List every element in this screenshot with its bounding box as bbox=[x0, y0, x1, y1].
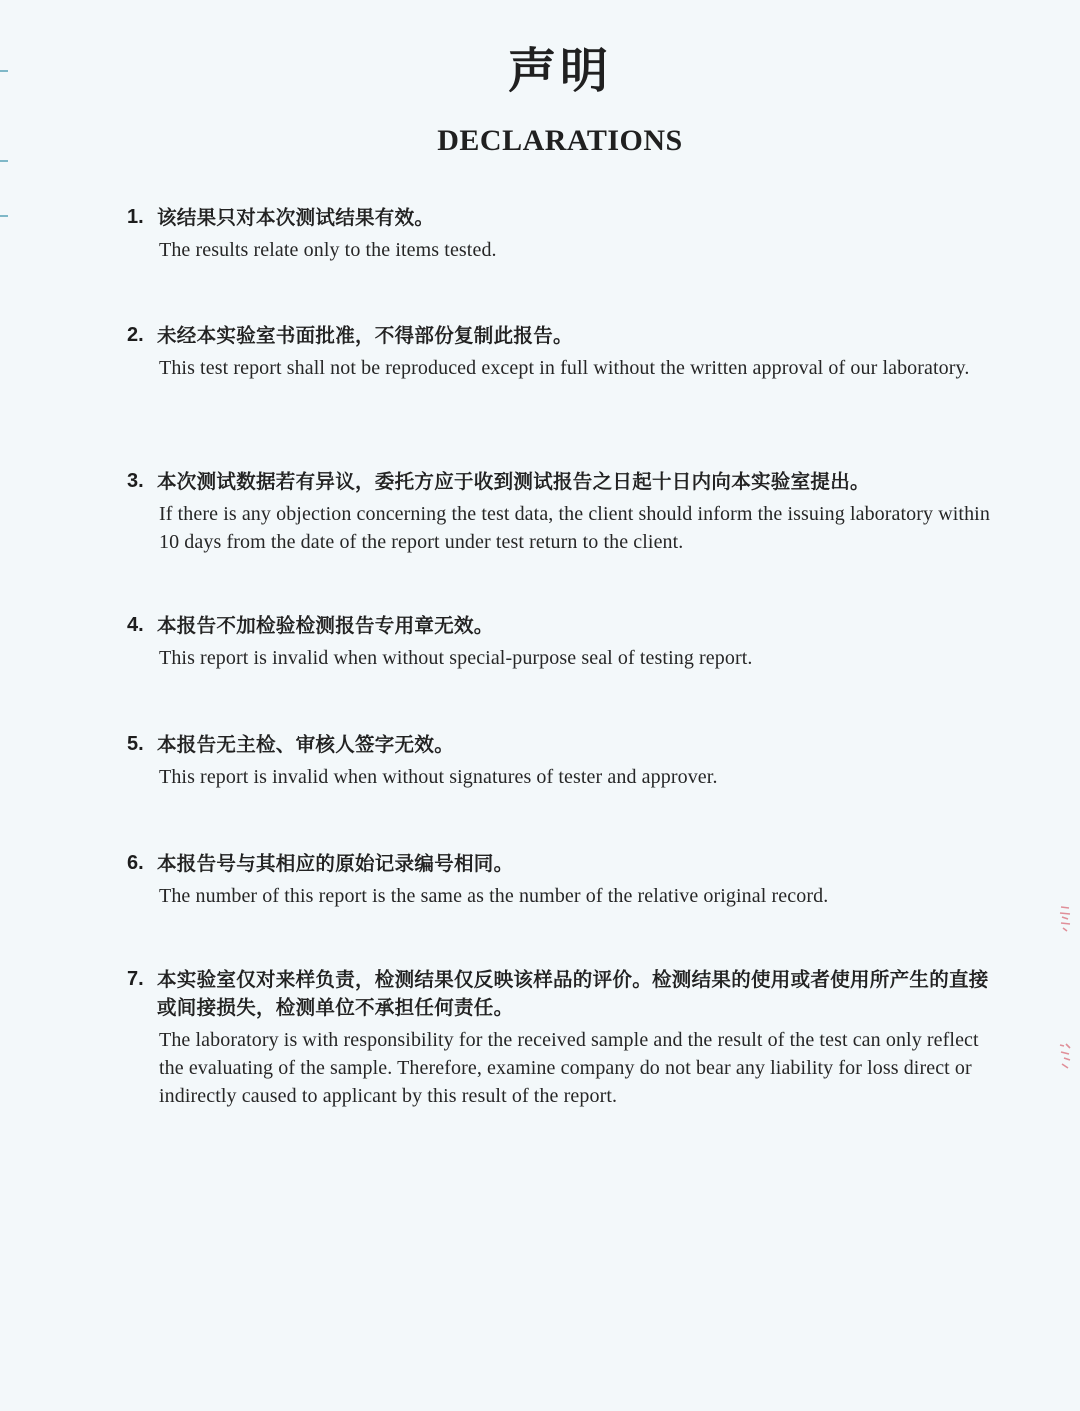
item-number: 1. bbox=[127, 206, 144, 228]
item-number: 4. bbox=[127, 614, 144, 636]
declaration-item-3 bbox=[127, 468, 1007, 556]
declaration-item-4 bbox=[127, 612, 1007, 672]
margin-mark bbox=[0, 160, 8, 162]
margin-mark bbox=[0, 215, 8, 217]
declaration-item-1 bbox=[127, 204, 1007, 264]
page-title-english: DECLARATIONS bbox=[437, 124, 683, 157]
item-text-english: This report is invalid when without special-purpose seal of testing report. bbox=[159, 647, 753, 669]
item-text-english: The laboratory is with responsibility for the received sample and the result of the test can only reflect the evaluating of the sample. Therefore, examine company do not bear any liability for loss direct or indirectly caused to applicant by this result of the report. bbox=[159, 1029, 979, 1107]
declaration-item-2 bbox=[127, 322, 1007, 382]
declaration-item-6 bbox=[127, 850, 1007, 910]
item-text-english: The number of this report is the same as the number of the relative original record. bbox=[159, 885, 829, 907]
item-text-chinese: 本报告不加检验检测报告专用章无效。 bbox=[157, 614, 494, 637]
item-text-english: This report is invalid when without signatures of tester and approver. bbox=[159, 766, 718, 788]
declaration-item-7 bbox=[127, 966, 1007, 1110]
item-text-chinese: 本报告号与其相应的原始记录编号相同。 bbox=[157, 852, 514, 875]
item-text-chinese: 本实验室仅对来样负责，检测结果仅反映该样品的评价。检测结果的使用或者使用所产生的直接或间接损失，检测单位不承担任何责任。 bbox=[157, 968, 989, 1019]
declaration-item-5 bbox=[127, 731, 1007, 791]
item-text-english: If there is any objection concerning the test data, the client should inform the issuing laboratory within 10 days from the date of the report under test return to the client. bbox=[159, 503, 990, 553]
item-number: 7. bbox=[127, 968, 144, 990]
item-number: 6. bbox=[127, 852, 144, 874]
seal-fragment-icon bbox=[1058, 1042, 1072, 1070]
seal-fragment-icon bbox=[1058, 905, 1072, 933]
item-number: 2. bbox=[127, 324, 144, 346]
item-text-chinese: 本报告无主检、审核人签字无效。 bbox=[157, 733, 455, 756]
item-text-chinese: 该结果只对本次测试结果有效。 bbox=[157, 206, 435, 229]
item-text-english: The results relate only to the items tested. bbox=[159, 239, 497, 261]
item-text-english: This test report shall not be reproduced except in full without the written approval of our laboratory. bbox=[159, 357, 970, 379]
page-title-chinese: 声明 bbox=[507, 43, 612, 99]
item-text-chinese: 本次测试数据若有异议，委托方应于收到测试报告之日起十日内向本实验室提出。 bbox=[157, 470, 870, 493]
item-text-chinese: 未经本实验室书面批准，不得部份复制此报告。 bbox=[157, 324, 573, 347]
item-number: 3. bbox=[127, 470, 144, 492]
item-number: 5. bbox=[127, 733, 144, 755]
